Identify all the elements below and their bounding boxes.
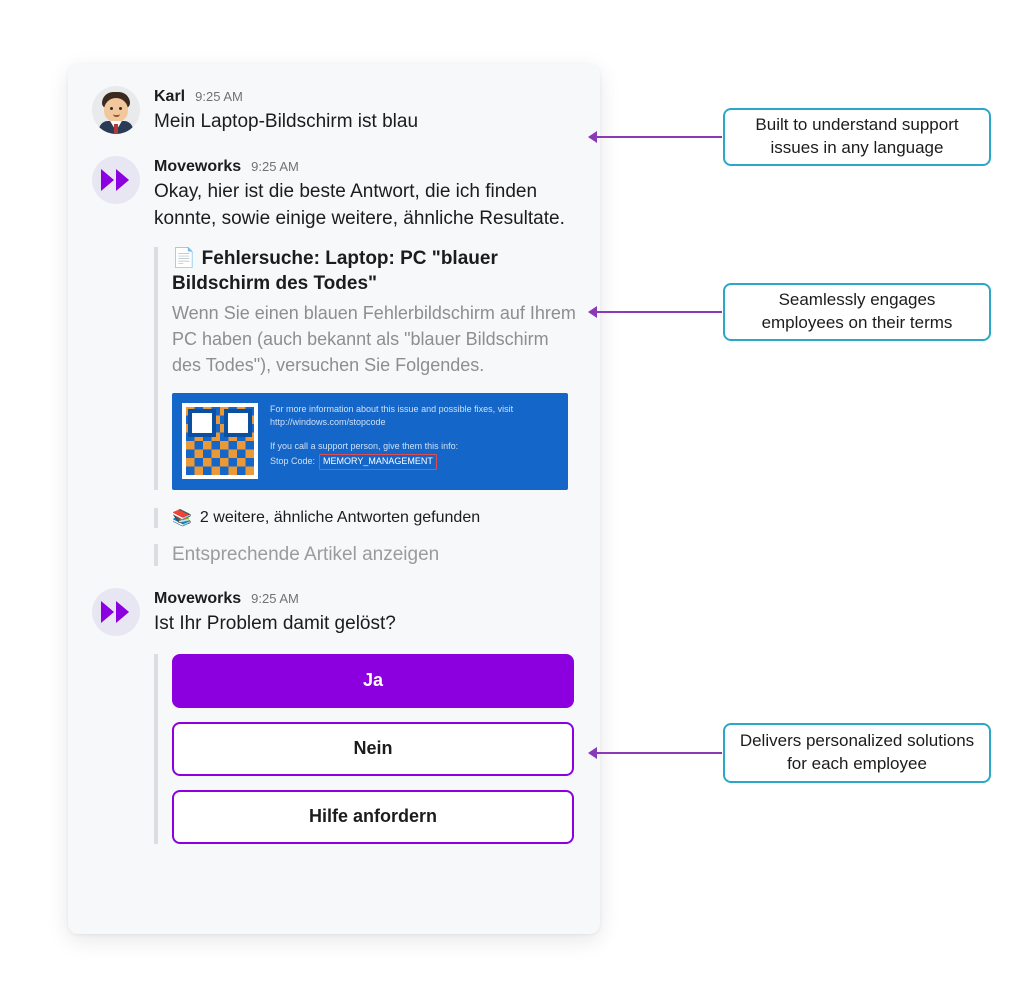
bsod-stopcode-label: Stop Code: <box>270 456 316 467</box>
connector-arrow-3 <box>588 747 597 759</box>
bsod-stopcode-value: MEMORY_MANAGEMENT <box>319 454 437 470</box>
connector-line-2 <box>596 311 722 313</box>
moveworks-logo-icon <box>101 599 131 625</box>
message-body <box>154 86 576 136</box>
message-body <box>154 156 576 233</box>
message-header <box>154 158 576 176</box>
reply-button-group <box>154 654 576 844</box>
callout-personalization: Delivers personalized solutions for each employee <box>723 723 991 783</box>
message-moveworks-followup <box>92 588 576 638</box>
avatar-karl <box>92 86 140 134</box>
connector-line-1 <box>596 136 722 138</box>
show-articles-link[interactable]: Entsprechende Artikel anzeigen <box>154 544 576 566</box>
bsod-line-1: For more information about this issue and possible fixes, visit <box>270 403 514 414</box>
message-author: Moveworks <box>154 157 242 175</box>
callout-engagement: Seamlessly engages employees on their terms <box>723 283 991 341</box>
avatar-moveworks <box>92 156 140 204</box>
connector-arrow-1 <box>588 131 597 143</box>
message-header <box>154 590 576 608</box>
connector-arrow-2 <box>588 306 597 318</box>
user-avatar-icon <box>97 92 135 132</box>
message-header <box>154 88 576 106</box>
knowledge-article-attachment[interactable] <box>154 247 576 490</box>
chat-card <box>68 64 600 934</box>
button-ja[interactable]: Ja <box>172 654 574 708</box>
bsod-line-3: If you call a support person, give them this info: <box>270 440 459 451</box>
bsod-text-block <box>270 403 560 470</box>
message-timestamp: 9:25 AM <box>195 89 243 104</box>
article-title[interactable] <box>172 247 576 296</box>
message-text: Mein Laptop-Bildschirm ist blau <box>154 111 419 132</box>
message-text: Okay, hier ist die beste Antwort, die ich finden konnte, sowie einige weitere, ähnliche Resultate. <box>154 180 565 229</box>
books-icon: 📚 <box>172 509 192 527</box>
message-text: Ist Ihr Problem damit gelöst? <box>154 612 396 634</box>
message-body <box>154 588 576 638</box>
article-title-text: Fehlersuche: Laptop: PC "blauer Bildschirm des Todes" <box>172 247 498 294</box>
message-karl <box>92 86 576 136</box>
moveworks-logo-icon <box>101 167 131 193</box>
bsod-screenshot <box>172 393 568 490</box>
bsod-line-2: http://windows.com/stopcode <box>270 417 386 428</box>
button-nein[interactable]: Nein <box>172 722 574 776</box>
bsod-stopcode <box>270 454 560 470</box>
connector-line-3 <box>596 752 722 754</box>
document-icon: 📄 <box>172 247 196 269</box>
button-hilfe-anfordern[interactable]: Hilfe anfordern <box>172 790 574 844</box>
qr-code-icon <box>182 403 258 479</box>
article-description: Wenn Sie einen blauen Fehlerbildschirm auf Ihrem PC haben (auch bekannt als "blauer Bildschirm des Todes"), versuchen Sie Folgendes. <box>172 303 576 376</box>
more-answers-row <box>154 508 576 528</box>
more-answers-label: 2 weitere, ähnliche Antworten gefunden <box>199 508 481 526</box>
message-timestamp: 9:25 AM <box>251 158 299 174</box>
callout-language: Built to understand support issues in any language <box>723 108 991 166</box>
message-timestamp: 9:25 AM <box>251 590 299 606</box>
message-moveworks-answer <box>92 156 576 233</box>
message-author: Karl <box>154 88 186 105</box>
message-author: Moveworks <box>154 589 242 607</box>
avatar-moveworks <box>92 588 140 636</box>
